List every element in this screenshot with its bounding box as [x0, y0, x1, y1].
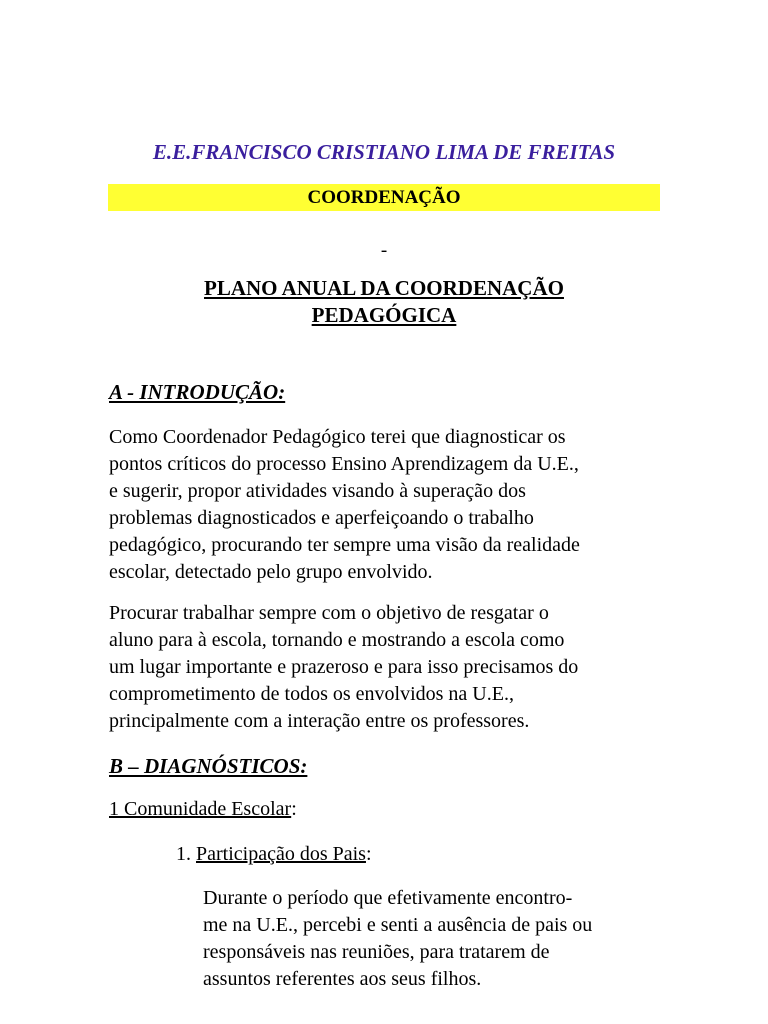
paragraph-line: comprometimento de todos os envolvidos na U.E.,: [109, 683, 514, 705]
department-label: COORDENAÇÃO: [307, 187, 461, 208]
paragraph-line: me na U.E., percebi e senti a ausência de pais ou: [203, 914, 593, 936]
paragraph-line: pontos críticos do processo Ensino Aprendizagem da U.E.,: [109, 453, 579, 475]
subsection-heading: [109, 798, 297, 821]
separator-dash: -: [380, 240, 388, 261]
section-b-heading: B – DIAGNÓSTICOS:: [109, 754, 308, 778]
subsection-colon: :: [291, 798, 297, 820]
intro-paragraph-2: [109, 600, 669, 735]
paragraph-line: um lugar importante e prazeroso e para isso precisamos do: [109, 656, 579, 678]
list-item-paragraph: [203, 885, 673, 993]
document-title: [0, 275, 768, 329]
list-item-colon: :: [365, 843, 372, 865]
paragraph-line: aluno para à escola, tornando e mostrando a escola como: [109, 629, 565, 651]
paragraph-line: principalmente com a interação entre os professores.: [109, 710, 530, 732]
paragraph-line: Procurar trabalhar sempre com o objetivo de resgatar o: [109, 602, 549, 624]
paragraph-line: e sugerir, propor atividades visando à superação dos: [109, 480, 526, 502]
title-line-1: PLANO ANUAL DA COORDENAÇÃO: [204, 276, 564, 300]
paragraph-line: pedagógico, procurando ter sempre uma visão da realidade: [109, 534, 580, 556]
intro-paragraph-1: [109, 424, 669, 586]
list-item-label: Participação dos Pais: [196, 843, 366, 865]
paragraph-line: assuntos referentes aos seus filhos.: [203, 968, 482, 990]
department-banner: [108, 184, 660, 211]
paragraph-line: Durante o período que efetivamente encontro-: [203, 887, 573, 909]
title-line-2: PEDAGÓGICA: [311, 303, 457, 327]
paragraph-line: Como Coordenador Pedagógico terei que diagnosticar os: [109, 426, 566, 448]
section-a-heading: A - INTRODUÇÃO:: [109, 380, 286, 404]
subsection-label: 1 Comunidade Escolar: [109, 798, 292, 820]
list-item: [176, 843, 372, 866]
paragraph-line: responsáveis nas reuniões, para tratarem de: [203, 941, 550, 963]
paragraph-line: escolar, detectado pelo grupo envolvido.: [109, 561, 433, 583]
list-item-number: 1.: [176, 843, 191, 865]
paragraph-line: problemas diagnosticados e aperfeiçoando o trabalho: [109, 507, 534, 529]
school-name: E.E.FRANCISCO CRISTIANO LIMA DE FREITAS: [152, 140, 616, 164]
